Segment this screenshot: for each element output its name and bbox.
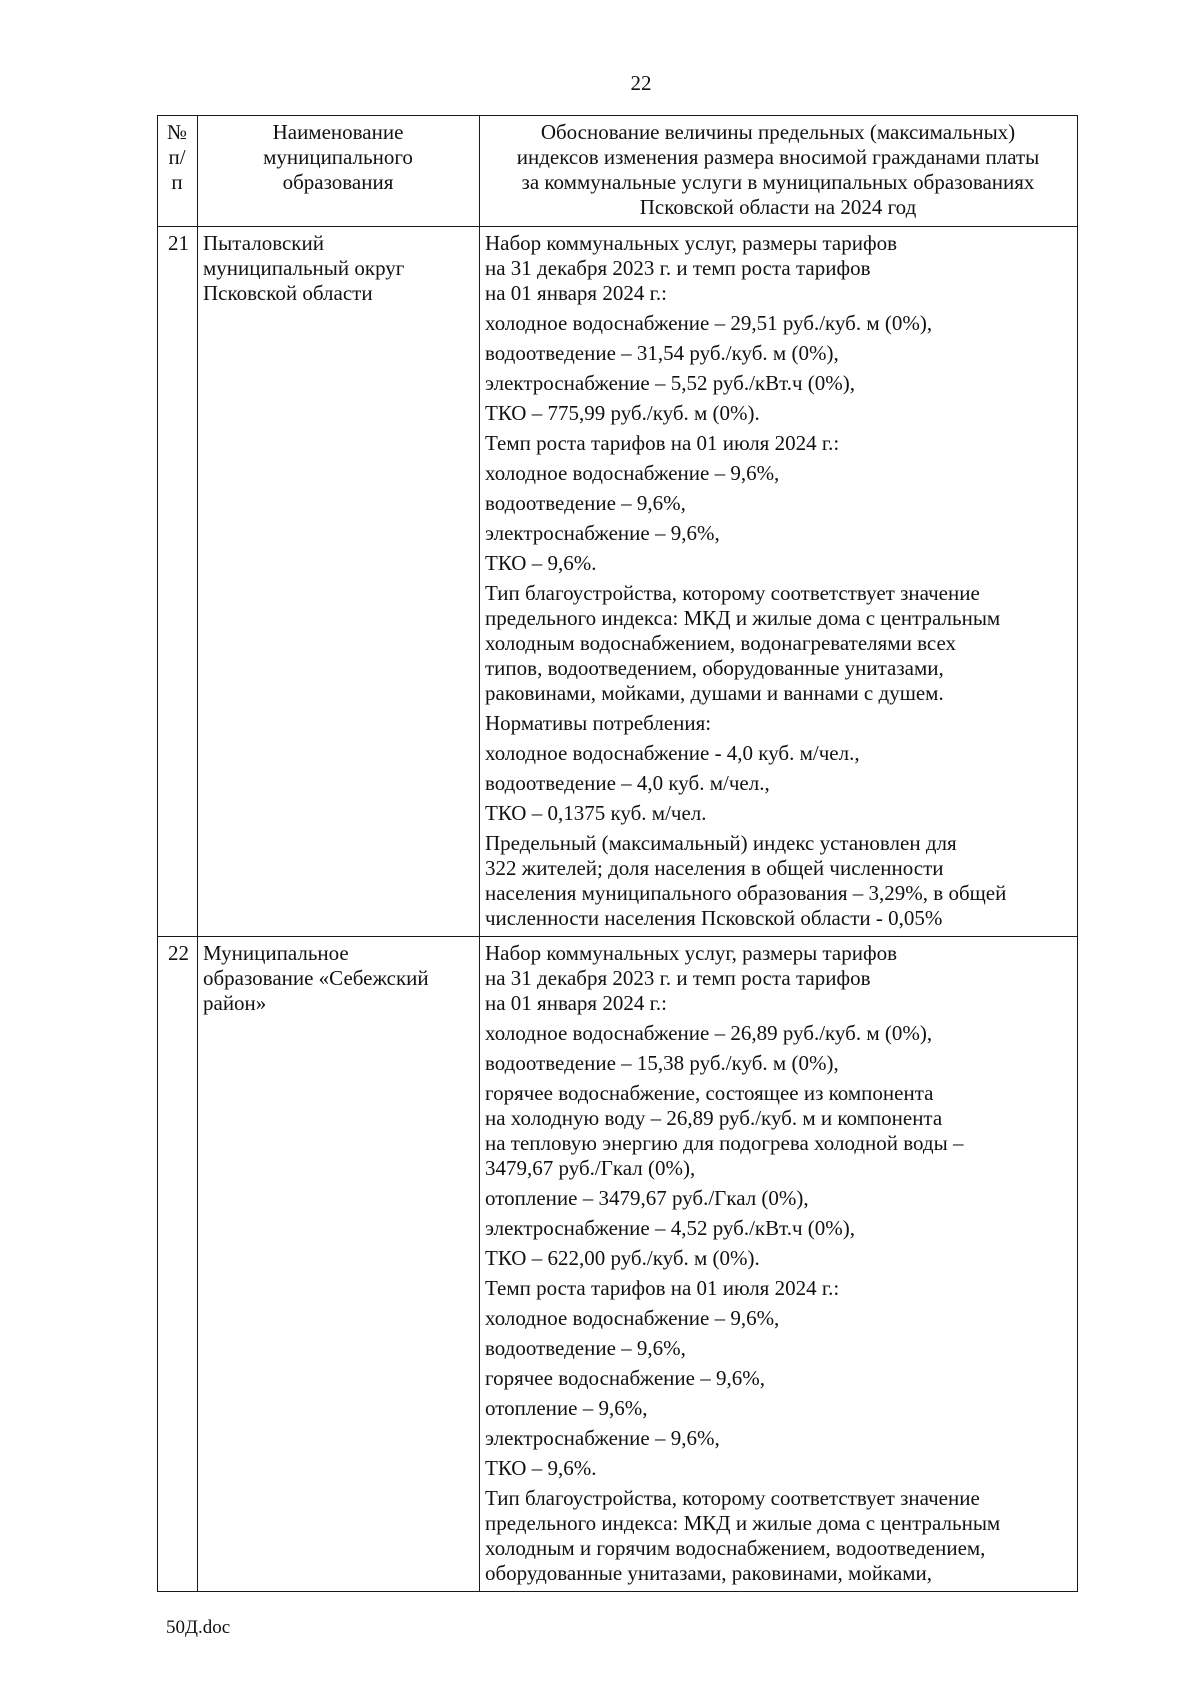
justification-paragraph — [485, 1306, 1071, 1331]
header-line: п/п — [168, 145, 186, 194]
justification-line: водоотведение – 15,38 руб./куб. м (0%), — [485, 1051, 839, 1075]
justification-line: Темп роста тарифов на 01 июля 2024 г.: — [485, 431, 840, 455]
justification-line: населения муниципального образования – 3,29%, в общей — [485, 881, 1007, 905]
justification-line: Набор коммунальных услуг, размеры тарифов — [485, 941, 897, 965]
justification-line: водоотведение – 4,0 куб. м/чел., — [485, 771, 770, 795]
header-number — [158, 116, 198, 227]
justification-line: Темп роста тарифов на 01 июля 2024 г.: — [485, 1276, 840, 1300]
justification-line: на 31 декабря 2023 г. и темп роста тарифов — [485, 256, 871, 280]
justification-line: ТКО – 9,6%. — [485, 1456, 597, 1480]
name-line: образование «Себежский — [203, 966, 429, 990]
justification-cell — [480, 937, 1078, 1592]
justification-cell — [480, 227, 1078, 937]
justification-paragraph — [485, 491, 1071, 516]
justification-line: электроснабжение – 4,52 руб./кВт.ч (0%), — [485, 1216, 856, 1240]
table-row — [158, 937, 1078, 1592]
justification-line: ТКО – 622,00 руб./куб. м (0%). — [485, 1246, 760, 1270]
name-line: Пыталовский — [203, 231, 324, 255]
justification-paragraph — [485, 1396, 1071, 1421]
name-line: район» — [203, 991, 267, 1015]
justification-line: водоотведение – 9,6%, — [485, 1336, 686, 1360]
municipality-name — [198, 227, 480, 937]
justification-line: 322 жителей; доля населения в общей численности — [485, 856, 944, 880]
justification-paragraph — [485, 311, 1071, 336]
justification-paragraph — [485, 1276, 1071, 1301]
justification-paragraph — [485, 431, 1071, 456]
justification-paragraph — [485, 1426, 1071, 1451]
justification-paragraph — [485, 1366, 1071, 1391]
justification-paragraph — [485, 1456, 1071, 1481]
justification-paragraph — [485, 1051, 1071, 1076]
justification-line: холодным водоснабжением, водонагревателями всех — [485, 631, 957, 655]
justification-line: холодное водоснабжение – 29,51 руб./куб. м (0%), — [485, 311, 933, 335]
justification-line: горячее водоснабжение – 9,6%, — [485, 1366, 765, 1390]
justification-line: отопление – 9,6%, — [485, 1396, 648, 1420]
justification-line: на 01 января 2024 г.: — [485, 281, 667, 305]
header-line: Псковской области на 2024 год — [639, 195, 917, 219]
justification-line: холодное водоснабжение – 26,89 руб./куб. м (0%), — [485, 1021, 933, 1045]
justification-paragraph — [485, 1216, 1071, 1241]
justification-line: электроснабжение – 9,6%, — [485, 521, 720, 545]
justification-line: отопление – 3479,67 руб./Гкал (0%), — [485, 1186, 809, 1210]
justification-line: водоотведение – 9,6%, — [485, 491, 686, 515]
justification-line: на 31 декабря 2023 г. и темп роста тарифов — [485, 966, 871, 990]
justification-line: Нормативы потребления: — [485, 711, 712, 735]
justification-paragraph — [485, 551, 1071, 576]
justification-paragraph — [485, 1246, 1071, 1271]
header-line: индексов изменения размера вносимой гражданами платы — [516, 145, 1040, 169]
justification-line: типов, водоотведением, оборудованные унитазами, — [485, 656, 944, 680]
justification-line: предельного индекса: МКД и жилые дома с центральным — [485, 1511, 1001, 1535]
header-line: за коммунальные услуги в муниципальных образованиях — [521, 170, 1035, 194]
justification-line: на тепловую энергию для подогрева холодной воды – — [485, 1131, 964, 1155]
justification-line: на холодную воду – 26,89 руб./куб. м и компонента — [485, 1106, 943, 1130]
justification-line: Набор коммунальных услуг, размеры тарифов — [485, 231, 897, 255]
municipality-name — [198, 937, 480, 1592]
row-number: 21 — [158, 227, 198, 937]
justification-paragraph — [485, 521, 1071, 546]
header-line: образования — [282, 170, 394, 194]
justification-line: численности населения Псковской области - 0,05% — [485, 906, 943, 930]
name-line: муниципальный округ — [203, 256, 405, 280]
footer-filename: 50Д.doc — [166, 1617, 231, 1638]
justification-paragraph — [485, 231, 1071, 306]
justification-paragraph — [485, 711, 1071, 736]
table-body — [158, 227, 1078, 1592]
justification-line: горячее водоснабжение, состоящее из компонента — [485, 1081, 934, 1105]
justification-line: холодным и горячим водоснабжением, водоотведением, — [485, 1536, 986, 1560]
table-row — [158, 227, 1078, 937]
justification-paragraph — [485, 801, 1071, 826]
justification-paragraph — [485, 771, 1071, 796]
header-line: Наименование — [272, 120, 404, 144]
justification-line: холодное водоснабжение – 9,6%, — [485, 461, 780, 485]
justification-line: холодное водоснабжение - 4,0 куб. м/чел., — [485, 741, 860, 765]
justification-paragraph — [485, 1021, 1071, 1046]
row-number: 22 — [158, 937, 198, 1592]
justification-line: Тип благоустройства, которому соответствует значение — [485, 581, 980, 605]
justification-line: водоотведение – 31,54 руб./куб. м (0%), — [485, 341, 839, 365]
justification-paragraph — [485, 341, 1071, 366]
tariff-table — [157, 115, 1078, 1592]
justification-line: оборудованные унитазами, раковинами, мойками, — [485, 1561, 932, 1585]
justification-paragraph — [485, 1186, 1071, 1211]
header-line: № — [166, 120, 188, 144]
justification-line: электроснабжение – 9,6%, — [485, 1426, 720, 1450]
justification-line: на 01 января 2024 г.: — [485, 991, 667, 1015]
justification-paragraph — [485, 1081, 1071, 1181]
justification-line: Тип благоустройства, которому соответствует значение — [485, 1486, 980, 1510]
justification-paragraph — [485, 401, 1071, 426]
name-line: Псковской области — [203, 281, 373, 305]
header-line: муниципального — [263, 145, 413, 169]
justification-line: раковинами, мойками, душами и ваннами с душем. — [485, 681, 944, 705]
justification-paragraph — [485, 831, 1071, 931]
justification-line: Предельный (максимальный) индекс установлен для — [485, 831, 957, 855]
justification-paragraph — [485, 741, 1071, 766]
justification-line: ТКО – 0,1375 куб. м/чел. — [485, 801, 707, 825]
justification-paragraph — [485, 1336, 1071, 1361]
justification-paragraph — [485, 371, 1071, 396]
justification-paragraph — [485, 461, 1071, 486]
justification-line: предельного индекса: МКД и жилые дома с центральным — [485, 606, 1001, 630]
table-header-row — [158, 116, 1078, 227]
header-name — [198, 116, 480, 227]
header-justification — [480, 116, 1078, 227]
name-line: Муниципальное — [203, 941, 349, 965]
justification-paragraph — [485, 581, 1071, 706]
justification-paragraph — [485, 1486, 1071, 1586]
justification-line: холодное водоснабжение – 9,6%, — [485, 1306, 780, 1330]
justification-line: электроснабжение – 5,52 руб./кВт.ч (0%), — [485, 371, 856, 395]
justification-line: 3479,67 руб./Гкал (0%), — [485, 1156, 696, 1180]
justification-paragraph — [485, 941, 1071, 1016]
header-line: Обоснование величины предельных (максимальных) — [540, 120, 1016, 144]
justification-line: ТКО – 775,99 руб./куб. м (0%). — [485, 401, 760, 425]
page-number: 22 — [630, 71, 652, 95]
justification-line: ТКО – 9,6%. — [485, 551, 597, 575]
